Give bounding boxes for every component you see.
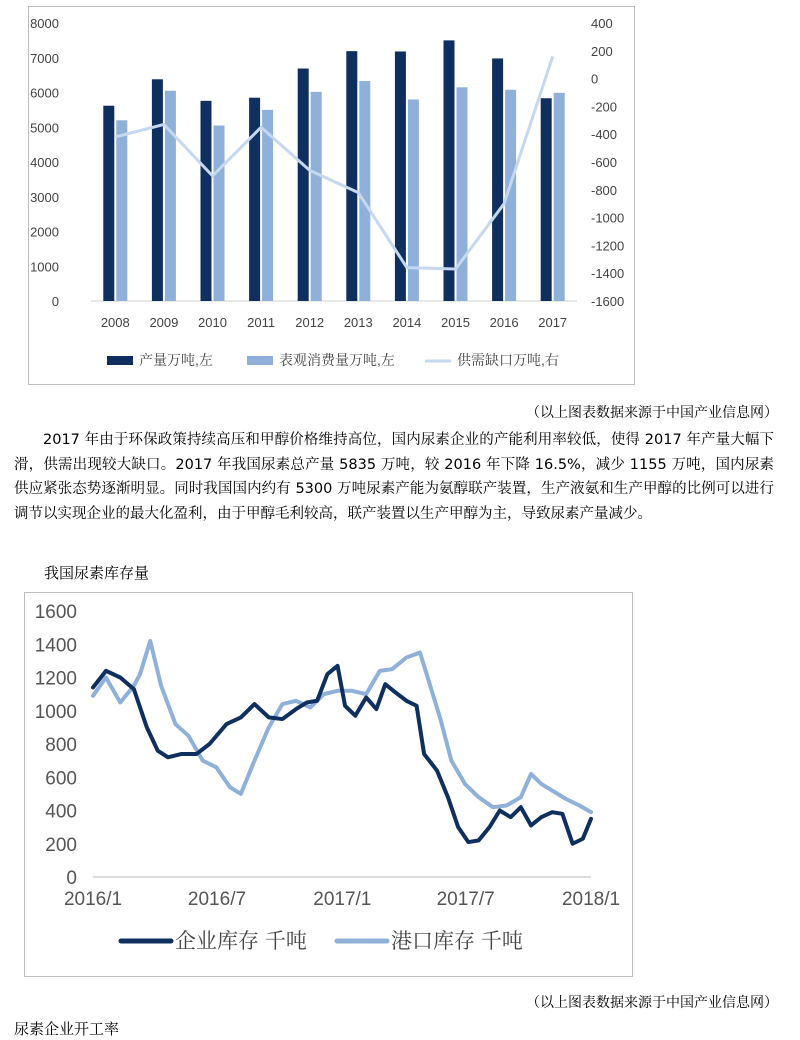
right-axis-tick: 400 (591, 16, 613, 31)
left-axis-tick: 3000 (30, 189, 59, 205)
left-axis-tick: 4000 (30, 155, 59, 170)
data-source-note-1: （以上图表数据来源于中国产业信息网） (526, 405, 778, 421)
production-bar (201, 101, 212, 301)
legend-label-consumption: 表观消费量万吨,左 (279, 352, 395, 368)
urea-inventory-chart (24, 592, 633, 977)
urea-inventory-chart-svg (25, 593, 632, 976)
consumption-bar (311, 92, 322, 301)
left-axis-tick: 5000 (30, 120, 59, 136)
right-axis-tick: 200 (591, 43, 613, 59)
production-bar (541, 98, 552, 301)
consumption-bar (165, 91, 176, 301)
operating-rate-heading: 尿素企业开工率 (14, 1020, 120, 1038)
right-axis-tick: -1200 (591, 238, 625, 254)
right-axis-tick: -200 (591, 99, 618, 115)
data-source-note-2: （以上图表数据来源于中国产业信息网） (526, 995, 778, 1011)
x-axis-tick: 2017 (538, 315, 568, 330)
consumption-bar (554, 93, 565, 301)
x-axis-tick: 2012 (295, 315, 325, 330)
consumption-bar (359, 81, 370, 301)
production-bar (492, 58, 503, 301)
y-axis-tick: 1000 (34, 701, 77, 723)
enterprise-inventory-line (93, 666, 591, 844)
consumption-bar (214, 126, 225, 301)
x-axis-tick: 2009 (149, 315, 179, 330)
x-axis-tick: 2018/1 (561, 889, 621, 910)
y-axis-tick: 1400 (34, 635, 77, 657)
right-axis-tick: -1000 (591, 210, 625, 226)
left-axis-tick: 2000 (30, 224, 59, 240)
left-axis-tick: 6000 (30, 85, 59, 101)
y-axis-tick: 800 (45, 735, 77, 756)
x-axis-tick: 2014 (392, 315, 422, 330)
right-axis-tick: -800 (591, 182, 618, 198)
right-axis-tick: -1400 (591, 266, 625, 282)
right-axis-tick: 0 (591, 71, 599, 87)
left-axis-tick: 1000 (30, 259, 59, 275)
x-axis-tick: 2016/7 (187, 889, 247, 910)
left-axis-tick: 8000 (30, 16, 59, 31)
right-axis-tick: -600 (591, 155, 618, 170)
left-axis-tick: 0 (51, 294, 59, 309)
legend-label-port: 港口库存 千吨 (391, 930, 523, 953)
right-axis-tick: -1600 (591, 294, 625, 309)
right-axis-tick: -400 (591, 127, 618, 143)
body-paragraph: 2017 年由于环保政策持续高压和甲醇价格维持高位，国内尿素企业的产能利用率较低，使得 2017 年产量大幅下滑，供需出现较大缺口。2017 年我国尿素总产量 5835 万吨，较 2016 年下降 16.5%，减少 1155 万吨，国内尿素供应紧张态势逐渐明显。同时我国国内约有 5300 万吨尿素产能为氨醇联产装置，生产液氨和生产甲醇的比例可以进行调节以实现企业的最大化盈利，由于甲醇毛利较高，联产装置以生产甲醇为主，导致尿素产量减少。 (14, 432, 774, 522)
x-axis-tick: 2008 (100, 315, 130, 330)
production-bar (103, 106, 114, 301)
x-axis-tick: 2011 (247, 315, 276, 330)
x-axis-tick: 2017/7 (436, 889, 495, 910)
legend-swatch-production (107, 356, 133, 365)
production-bar (298, 69, 309, 301)
x-axis-tick: 2015 (441, 315, 470, 330)
consumption-bar (262, 110, 273, 301)
production-consumption-chart-svg (29, 7, 634, 384)
legend-swatch-consumption (247, 356, 273, 365)
legend-label-enterprise: 企业库存 千吨 (175, 930, 307, 953)
supply-gap-line (115, 56, 552, 269)
production-bar (152, 79, 163, 301)
x-axis-tick: 2013 (343, 315, 373, 330)
legend-label-supply-gap: 供需缺口万吨,右 (457, 352, 559, 368)
consumption-bar (408, 99, 419, 301)
production-consumption-chart (28, 6, 635, 385)
production-bar (346, 51, 357, 301)
production-bar (444, 40, 455, 301)
x-axis-tick: 2010 (198, 315, 227, 330)
y-axis-tick: 400 (45, 801, 77, 823)
y-axis-tick: 0 (66, 868, 77, 889)
x-axis-tick: 2016/1 (63, 889, 123, 910)
left-axis-tick: 7000 (30, 50, 59, 66)
y-axis-tick: 1600 (34, 602, 77, 623)
y-axis-tick: 1200 (34, 668, 77, 690)
port-inventory-line (93, 641, 591, 812)
x-axis-tick: 2016 (489, 315, 519, 330)
x-axis-tick: 2017/1 (313, 889, 372, 910)
legend-label-production: 产量万吨,左 (139, 352, 213, 368)
y-axis-tick: 200 (45, 834, 77, 856)
inventory-heading: 我国尿素库存量 (44, 564, 150, 582)
consumption-bar (457, 87, 468, 301)
consumption-bar (116, 120, 127, 301)
y-axis-tick: 600 (45, 768, 77, 790)
